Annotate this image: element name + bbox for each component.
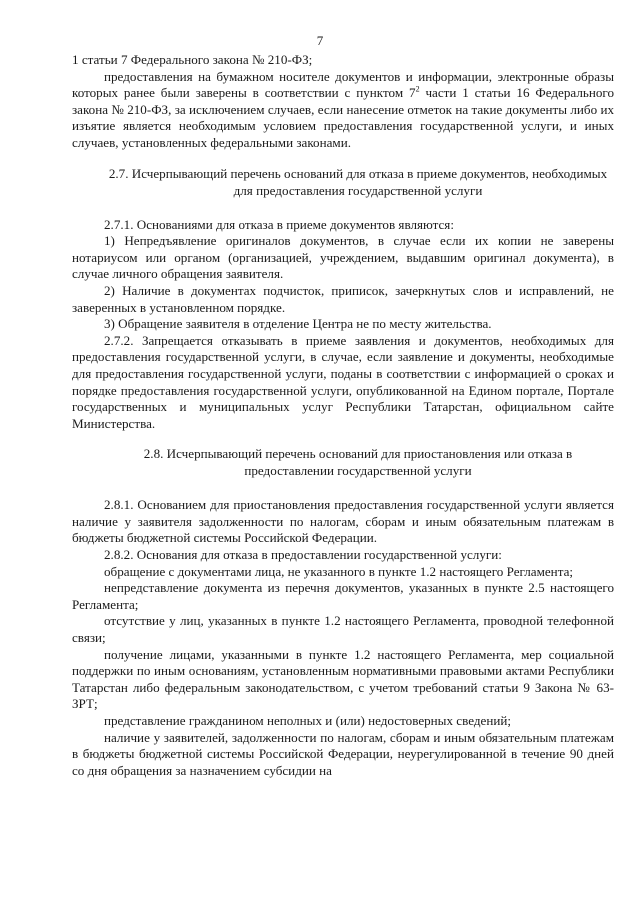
paragraph-text: предоставления на бумажном носителе документов и информации, электронные образы которых ранее были заверены в соответствии с пунктом 7 (72, 68, 614, 101)
list-item: 3) Обращение заявителя в отделение Центра не по месту жительства. (104, 316, 492, 332)
section-heading-2-7: 2.7. Исчерпывающий перечень оснований для отказа в приеме документов, необходимых для предоставления государственной услуги (108, 165, 608, 198)
list-item: обращение с документами лица, не указанного в пункте 1.2 настоящего Регламента; (104, 563, 574, 579)
list-item: 2) Наличие в документах подчисток, приписок, зачеркнутых слов и исправлений, не заверенных в установленном порядке. (72, 282, 614, 315)
superscript: 2 (415, 84, 420, 94)
paragraph: 1 статьи 7 Федерального закона № 210-ФЗ; (72, 52, 313, 67)
document-body (72, 52, 614, 779)
list-item: представление гражданином неполных и (или) недостоверных сведений; (104, 713, 511, 728)
list-item: 2.7.2. Запрещается отказывать в приеме заявления и документов, необходимых для предоставления государственной услуги, в случае, если заявление и документы, необходимые для предоставления государственной услуги, поданы в соответствии с информацией о сроках и порядке предоставления государственной услуги, опубликованной на Едином портале, Портале государственных и муниципальных услуг Республики Татарстан, официальном сайте Министерства. (72, 332, 614, 431)
paragraph-text: части 1 статьи 16 Федерального закона № 210-ФЗ, за исключением случаев, если нанесение отметок на такие документы либо их изъятие является необходимым условием предоставления государственной услуги, и иных случаев, установленных федеральными законами. (72, 85, 614, 150)
list-item: непредставление документа из перечня документов, указанных в пункте 2.5 настоящего Регламента; (72, 580, 614, 612)
list-item: отсутствие у лиц, указанных в пункте 1.2 настоящего Регламента, проводной телефонной связи; (72, 613, 614, 646)
list-item: 2.8.1. Основанием для приостановления предоставления государственной услуги является наличие у заявителя задолженности по налогам, сборам и иным обязательным платежам в бюджеты бюджетной системы Российской Федерации. (72, 497, 614, 546)
list-item: 2.7.1. Основаниями для отказа в приеме документов являются: (104, 216, 454, 232)
list-item: 1) Непредъявление оригиналов документов, в случае если их копии не заверены нотариусом или органом (организацией, учреждением, выдавшим оригинал документа), в случае личного обращения заявителя. (72, 233, 614, 282)
list-item: 2.8.2. Основания для отказа в предоставлении государственной услуги: (104, 547, 502, 563)
section-heading-2-8: 2.8. Исчерпывающий перечень оснований для приостановления или отказа в предоставлении государственной услуги (143, 446, 573, 479)
list-item: наличие у заявителей, задолженности по налогам, сборам и иным обязательным платежам в бюджеты бюджетной системы Российской Федерации, неурегулированной в течение 90 дней со дня обращения за назначением субсидии на (72, 729, 614, 778)
paragraph (72, 69, 614, 152)
page-number: 7 (316, 33, 324, 48)
list-item: получение лицами, указанными в пункте 1.2 настоящего Регламента, мер социальной поддержки по иным основаниям, установленным нормативными правовыми актами Республики Татарстан либо федеральным законодательством, с учетом требований статьи 9 Закона № 63-ЗРТ; (72, 646, 614, 712)
